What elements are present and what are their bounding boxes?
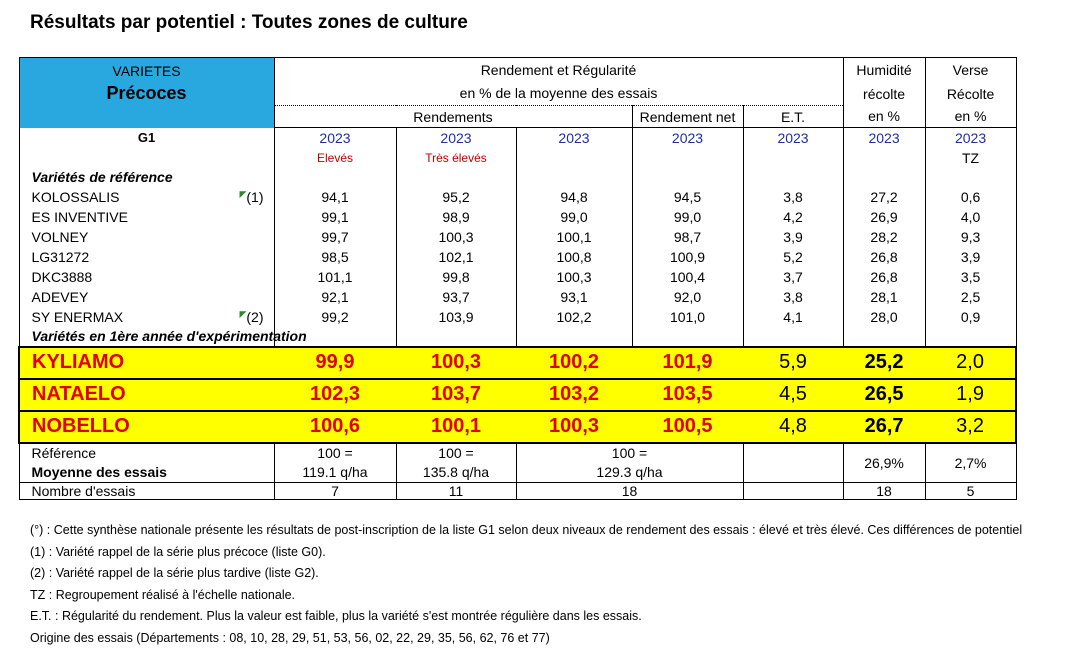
cell-name xyxy=(19,207,274,227)
cell-v2: 100,1 xyxy=(396,411,516,443)
cell-et: 4,5 xyxy=(743,379,843,411)
cell-v3: 94,8 xyxy=(516,187,632,207)
variety-note xyxy=(239,189,269,205)
cell-name xyxy=(19,187,274,207)
section-first-year: Variétés en 1ère année d'expérimentation xyxy=(19,327,274,347)
footnote: TZ : Regroupement réalisé à l'échelle nationale. xyxy=(30,587,296,602)
year-7: 2023 xyxy=(925,128,1016,148)
variety-name: ES INVENTIVE xyxy=(31,208,128,225)
cell-verse: 0,6 xyxy=(925,187,1016,207)
cell-name xyxy=(19,227,274,247)
page-title: Résultats par potentiel : Toutes zones de culture xyxy=(30,12,468,33)
cell-hum: 28,2 xyxy=(843,227,925,247)
cell-v1: 102,3 xyxy=(274,379,396,411)
cell-v1: 100,6 xyxy=(274,411,396,443)
et-header: E.T. xyxy=(743,106,843,128)
cell-v4: 92,0 xyxy=(632,287,743,307)
cell-v2: 103,7 xyxy=(396,379,516,411)
variety-name: LG31272 xyxy=(31,248,90,265)
footer-nombre-row xyxy=(19,483,1016,500)
cell-et: 5,2 xyxy=(743,247,843,267)
section-reference-row xyxy=(19,168,1016,187)
rendements-header: Rendements xyxy=(274,106,632,128)
cell-hum: 28,0 xyxy=(843,307,925,327)
cell-verse: 2,0 xyxy=(925,347,1016,379)
header-row-5 xyxy=(19,148,1016,168)
tres-eleves-label: Très élevés xyxy=(396,148,516,168)
tz-label: TZ xyxy=(925,148,1016,168)
cell-v1: 94,1 xyxy=(274,187,396,207)
highlight-row xyxy=(19,411,1016,443)
table-row xyxy=(19,227,1016,247)
cell-name xyxy=(19,247,274,267)
base-3: 100 = xyxy=(516,443,743,463)
variety-name: VOLNEY xyxy=(31,228,89,245)
variety-name: KOLOSSALIS xyxy=(31,188,120,205)
cell-v1: 99,2 xyxy=(274,307,396,327)
base-1: 100 = xyxy=(274,443,396,463)
cell-v4: 103,5 xyxy=(632,379,743,411)
comment-marker-icon: ◤ xyxy=(239,308,247,319)
reference-rows xyxy=(19,187,1016,327)
footnote: Origine des essais (Départements : 08, 10, 28, 29, 51, 53, 56, 02, 22, 29, 35, 56, 62, 76 et 77) xyxy=(30,630,550,645)
cell-v4: 101,0 xyxy=(632,307,743,327)
cell-v2: 93,7 xyxy=(396,287,516,307)
footnote: E.T. : Régularité du rendement. Plus la valeur est faible, plus la variété s'est montrée régulière dans les essais. xyxy=(30,609,642,623)
cell-et: 3,7 xyxy=(743,267,843,287)
cell-hum: 26,8 xyxy=(843,267,925,287)
base-2: 100 = xyxy=(396,443,516,463)
cell-et: 4,1 xyxy=(743,307,843,327)
cell-name xyxy=(19,307,274,327)
year-1: 2023 xyxy=(274,128,396,148)
variety-note xyxy=(239,309,269,325)
verse-header: Verse xyxy=(925,58,1016,82)
cell-hum: 27,2 xyxy=(843,187,925,207)
cell-v4: 94,5 xyxy=(632,187,743,207)
footnote: (2) : Variété rappel de la série plus tardive (liste G2). xyxy=(30,566,319,580)
group-label: G1 xyxy=(19,128,274,148)
cell-et: 5,9 xyxy=(743,347,843,379)
moyenne-label: Moyenne des essais xyxy=(19,463,274,483)
table-row xyxy=(19,267,1016,287)
cell-hum: 25,2 xyxy=(843,347,925,379)
precoces-label: Précoces xyxy=(106,83,187,103)
cell-v1: 99,7 xyxy=(274,227,396,247)
note-text: (2) xyxy=(246,308,264,325)
cell-v4: 100,4 xyxy=(632,267,743,287)
cell-et: 4,2 xyxy=(743,207,843,227)
ref-value-3: 129.3 q/ha xyxy=(516,463,743,483)
cell-verse: 1,9 xyxy=(925,379,1016,411)
table-row xyxy=(19,287,1016,307)
footnotes xyxy=(30,520,1022,649)
cell-et: 4,8 xyxy=(743,411,843,443)
header-row-2 xyxy=(19,82,1016,106)
eleves-label: Elevés xyxy=(274,148,396,168)
cell-v4: 99,0 xyxy=(632,207,743,227)
cell-v3: 100,3 xyxy=(516,267,632,287)
cell-verse: 4,0 xyxy=(925,207,1016,227)
nombre-label: Nombre d'essais xyxy=(19,483,274,500)
cell-verse: 0,9 xyxy=(925,307,1016,327)
cell-v2: 100,3 xyxy=(396,227,516,247)
note-text: (1) xyxy=(246,188,264,205)
cell-v4: 100,9 xyxy=(632,247,743,267)
cell-verse: 3,2 xyxy=(925,411,1016,443)
cell-hum: 26,9 xyxy=(843,207,925,227)
table-row xyxy=(19,187,1016,207)
cell-verse: 3,9 xyxy=(925,247,1016,267)
variety-name: SY ENERMAX xyxy=(31,308,124,325)
year-2: 2023 xyxy=(396,128,516,148)
section-reference: Variétés de référence xyxy=(19,168,274,187)
year-5: 2023 xyxy=(743,128,843,148)
nombre-3: 18 xyxy=(516,483,743,500)
cell-name: NOBELLO xyxy=(19,411,274,443)
results-table xyxy=(18,57,1017,500)
cell-v4: 101,9 xyxy=(632,347,743,379)
cell-v2: 100,3 xyxy=(396,347,516,379)
cell-hum: 28,1 xyxy=(843,287,925,307)
cell-v1: 99,9 xyxy=(274,347,396,379)
cell-et: 3,8 xyxy=(743,187,843,207)
cell-v3: 100,3 xyxy=(516,411,632,443)
cell-v2: 95,2 xyxy=(396,187,516,207)
comment-marker-icon: ◤ xyxy=(239,188,247,199)
cell-hum: 26,8 xyxy=(843,247,925,267)
footer-reference-row xyxy=(19,443,1016,463)
year-3: 2023 xyxy=(516,128,632,148)
highlight-row xyxy=(19,347,1016,379)
cell-verse: 9,3 xyxy=(925,227,1016,247)
header-row-3 xyxy=(19,106,1016,128)
nombre-4: 18 xyxy=(843,483,925,500)
table-row xyxy=(19,307,1016,327)
header-row-4 xyxy=(19,128,1016,148)
cell-name xyxy=(19,267,274,287)
highlight-rows xyxy=(19,347,1016,443)
cell-v3: 100,2 xyxy=(516,347,632,379)
cell-et: 3,8 xyxy=(743,287,843,307)
section-first-year-row xyxy=(19,327,1016,347)
cell-name: NATAELO xyxy=(19,379,274,411)
varietes-label: VARIETES xyxy=(112,62,181,79)
nombre-2: 11 xyxy=(396,483,516,500)
table-row xyxy=(19,247,1016,267)
footnote: (°) : Cette synthèse nationale présente les résultats de post-inscription de la liste G1 selon deux niveaux de rendement des essais : élevé et très élevé. Ces différences de potentiel xyxy=(30,523,1023,537)
variety-name: DKC3888 xyxy=(31,268,93,285)
cell-v2: 99,8 xyxy=(396,267,516,287)
header-row-1 xyxy=(19,58,1016,82)
cell-v3: 100,8 xyxy=(516,247,632,267)
cell-v4: 98,7 xyxy=(632,227,743,247)
cell-name: KYLIAMO xyxy=(19,347,274,379)
ref-value-2: 135.8 q/ha xyxy=(396,463,516,483)
cell-v1: 92,1 xyxy=(274,287,396,307)
ref-value-1: 119.1 q/ha xyxy=(274,463,396,483)
rendement-net-header: Rendement net xyxy=(632,106,743,128)
cell-hum: 26,7 xyxy=(843,411,925,443)
reference-label: Référence xyxy=(19,443,274,463)
cell-verse: 2,5 xyxy=(925,287,1016,307)
pct-moyenne-header: en % de la moyenne des essais xyxy=(274,82,843,106)
cell-et: 3,9 xyxy=(743,227,843,247)
cell-v2: 103,9 xyxy=(396,307,516,327)
cell-v2: 102,1 xyxy=(396,247,516,267)
cell-v3: 100,1 xyxy=(516,227,632,247)
cell-v3: 99,0 xyxy=(516,207,632,227)
cell-v1: 99,1 xyxy=(274,207,396,227)
cell-v3: 93,1 xyxy=(516,287,632,307)
cell-v1: 101,1 xyxy=(274,267,396,287)
year-4: 2023 xyxy=(632,128,743,148)
en-pct-header: en % xyxy=(843,106,925,128)
highlight-row xyxy=(19,379,1016,411)
cell-hum: 26,5 xyxy=(843,379,925,411)
cell-name xyxy=(19,287,274,307)
nombre-5: 5 xyxy=(925,483,1016,500)
humidite-header: Humidité xyxy=(843,58,925,82)
verse-average: 2,7% xyxy=(925,443,1016,483)
footnote: (1) : Variété rappel de la série plus précoce (liste G0). xyxy=(30,544,326,559)
cell-v3: 102,2 xyxy=(516,307,632,327)
hum-average: 26,9% xyxy=(843,443,925,483)
cell-v1: 98,5 xyxy=(274,247,396,267)
cell-verse: 3,5 xyxy=(925,267,1016,287)
recolte-cap-header: Récolte xyxy=(925,82,1016,106)
year-6: 2023 xyxy=(843,128,925,148)
recolte-header: récolte xyxy=(843,82,925,106)
nombre-1: 7 xyxy=(274,483,396,500)
cell-v2: 98,9 xyxy=(396,207,516,227)
variety-name: ADEVEY xyxy=(31,288,89,305)
en-pct2-header: en % xyxy=(925,106,1016,128)
cell-v3: 103,2 xyxy=(516,379,632,411)
rendement-regularite-header: Rendement et Régularité xyxy=(274,58,843,82)
table-row xyxy=(19,207,1016,227)
cell-v4: 100,5 xyxy=(632,411,743,443)
